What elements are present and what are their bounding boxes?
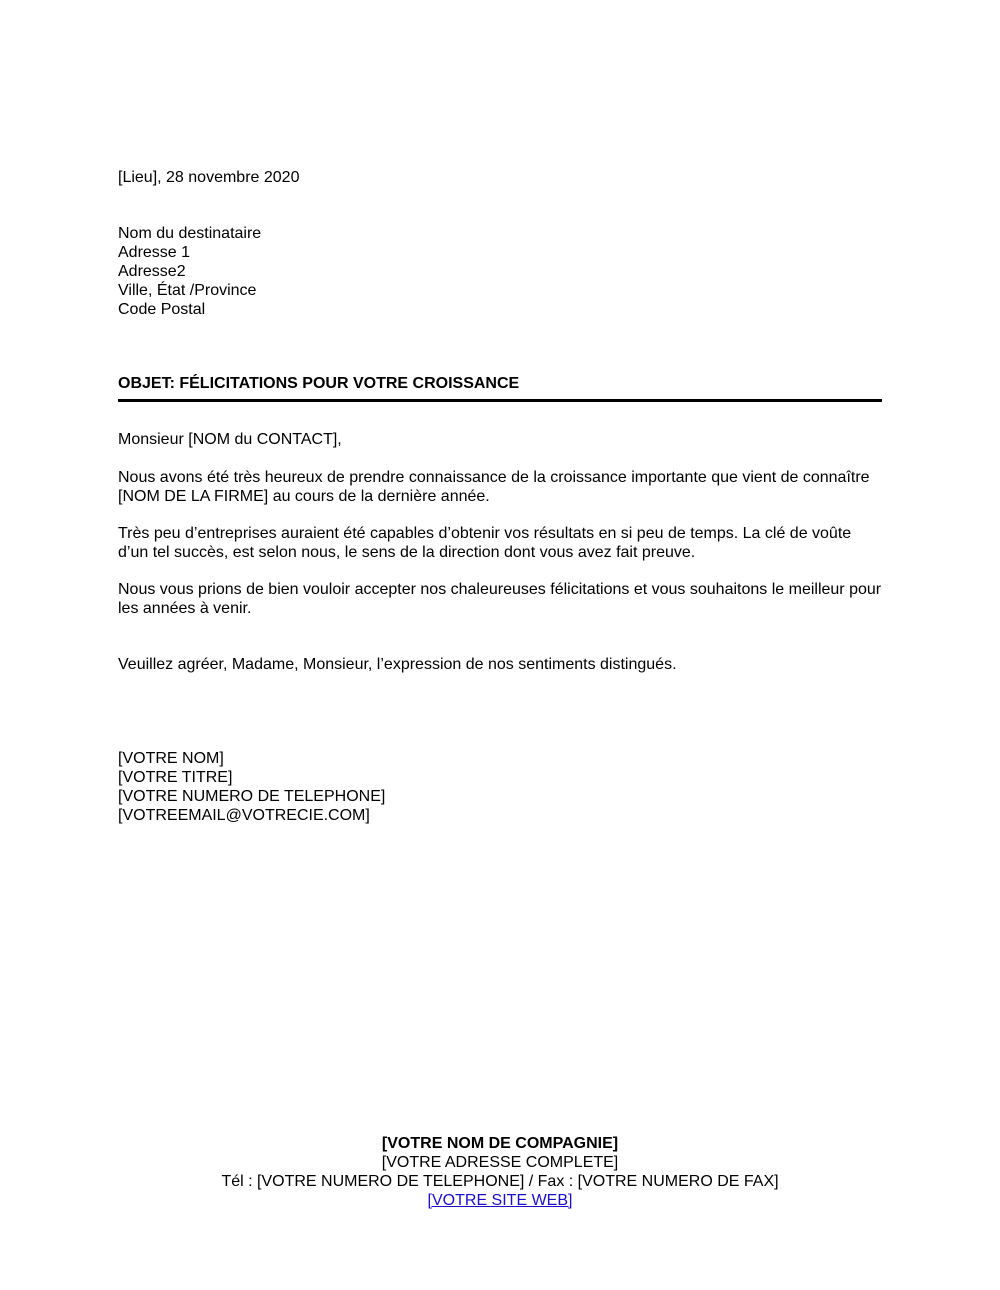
closing-text: Veuillez agréer, Madame, Monsieur, l’expression de nos sentiments distingués. xyxy=(118,656,677,673)
signature-email: [VOTREEMAIL@VOTRECIE.COM] xyxy=(118,807,370,824)
signature-block xyxy=(118,749,882,825)
footer-address: [VOTRE ADRESSE COMPLETE] xyxy=(381,1154,619,1171)
paragraph-text: Très peu d’entreprises auraient été capables d’obtenir vos résultats en si peu de temps. La clé de voûte d’un tel succès, est selon nous, le sens de la direction dont vous avez fait preuve. xyxy=(118,525,852,561)
recipient-postal: Code Postal xyxy=(118,301,206,318)
date-line xyxy=(118,168,882,187)
footer-website-link[interactable]: [VOTRE SITE WEB] xyxy=(427,1192,573,1209)
subject-line xyxy=(118,374,882,393)
date-text: [Lieu], 28 novembre 2020 xyxy=(118,169,300,186)
closing xyxy=(118,655,882,674)
recipient-city: Ville, État /Province xyxy=(118,282,257,299)
footer-contact: Tél : [VOTRE NUMERO DE TELEPHONE] / Fax : [VOTRE NUMERO DE FAX] xyxy=(221,1173,779,1190)
subject-text: OBJET: FÉLICITATIONS POUR VOTRE CROISSANCE xyxy=(118,375,520,392)
signature-name: [VOTRE NOM] xyxy=(118,750,224,767)
salutation-text: Monsieur [NOM du CONTACT], xyxy=(118,431,342,448)
body-paragraph-3 xyxy=(118,580,882,618)
body-paragraph-1 xyxy=(118,468,882,506)
paragraph-text: Nous vous prions de bien vouloir accepter nos chaleureuses félicitations et vous souhaitons le meilleur pour les années à venir. xyxy=(118,581,882,617)
signature-phone: [VOTRE NUMERO DE TELEPHONE] xyxy=(118,788,386,805)
recipient-name: Nom du destinataire xyxy=(118,225,262,242)
letterhead-footer xyxy=(0,1134,1000,1210)
signature-title: [VOTRE TITRE] xyxy=(118,769,233,786)
footer-company: [VOTRE NOM DE COMPAGNIE] xyxy=(381,1135,619,1152)
salutation xyxy=(118,430,882,449)
body-paragraph-2 xyxy=(118,524,882,562)
subject-divider xyxy=(118,399,882,402)
recipient-address xyxy=(118,224,882,319)
recipient-address1: Adresse 1 xyxy=(118,244,191,261)
recipient-address2: Adresse2 xyxy=(118,263,186,280)
paragraph-text: Nous avons été très heureux de prendre connaissance de la croissance importante que vient de connaître [NOM DE LA FIRME] au cours de la dernière année. xyxy=(118,469,870,505)
